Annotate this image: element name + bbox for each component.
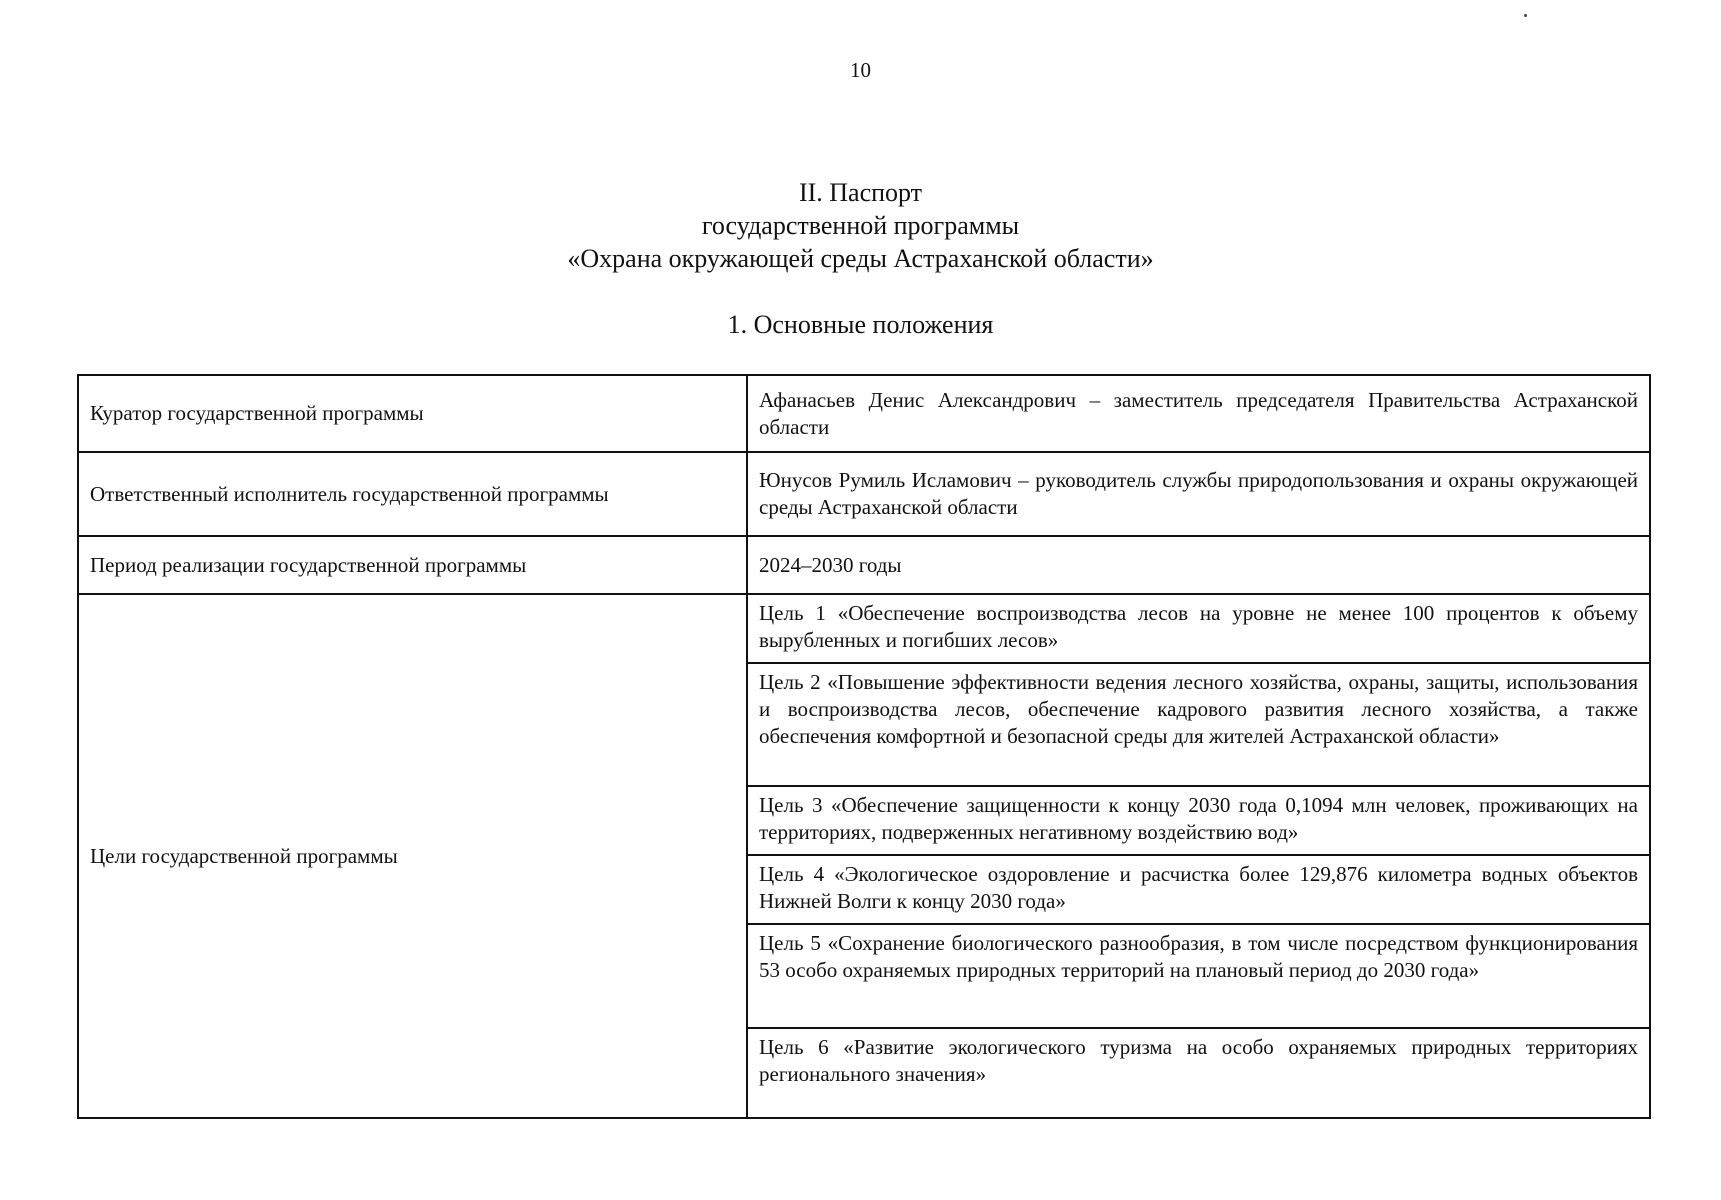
goal-1: Цель 1 «Обеспечение воспроизводства лесов на уровне не менее 100 процентов к объему вырубленных и погибших лесов» <box>747 594 1650 663</box>
goal-5: Цель 5 «Сохранение биологического разнообразия, в том числе посредством функционирования 53 особо охраняемых природных территорий на плановый период до 2030 года» <box>747 924 1650 1028</box>
curator-label: Куратор государственной программы <box>78 375 747 452</box>
executor-value: Юнусов Румиль Исламович – руководитель службы природопользования и охраны окружающей среды Астраханской области <box>747 452 1650 536</box>
heading-line-1: II. Паспорт <box>798 178 923 207</box>
table-row-goal-1 <box>78 594 1650 663</box>
period-value: 2024–2030 годы <box>747 536 1650 594</box>
document-heading <box>0 176 1721 275</box>
goal-2: Цель 2 «Повышение эффективности ведения лесного хозяйства, охраны, защиты, использования и воспроизводства лесов, обеспечение кадрового развития лесного хозяйства, а также обеспечения комфортной и безопасной среды для жителей Астраханской области» <box>747 663 1650 786</box>
period-label: Период реализации государственной программы <box>78 536 747 594</box>
goal-3: Цель 3 «Обеспечение защищенности к концу 2030 года 0,1094 млн человек, проживающих на территориях, подверженных негативному воздействию вод» <box>747 786 1650 855</box>
goal-6: Цель 6 «Развитие экологического туризма на особо охраняемых природных территориях регионального значения» <box>747 1028 1650 1118</box>
table-row-period <box>78 536 1650 594</box>
executor-label: Ответственный исполнитель государственной программы <box>78 452 747 536</box>
goal-4: Цель 4 «Экологическое оздоровление и расчистка более 129,876 километра водных объектов Нижней Волги к концу 2030 года» <box>747 855 1650 924</box>
scan-artifact-dot <box>1524 14 1527 17</box>
page-number: 10 <box>850 58 871 82</box>
passport-table <box>77 374 1651 1119</box>
curator-value: Афанасьев Денис Александрович – заместитель председателя Правительства Астраханской области <box>747 375 1650 452</box>
table-row-executor <box>78 452 1650 536</box>
goals-label: Цели государственной программы <box>78 594 747 1118</box>
table-row-curator <box>78 375 1650 452</box>
heading-line-3: «Охрана окружающей среды Астраханской области» <box>567 244 1154 273</box>
section-title: 1. Основные положения <box>727 310 994 339</box>
heading-line-2: государственной программы <box>701 211 1020 240</box>
